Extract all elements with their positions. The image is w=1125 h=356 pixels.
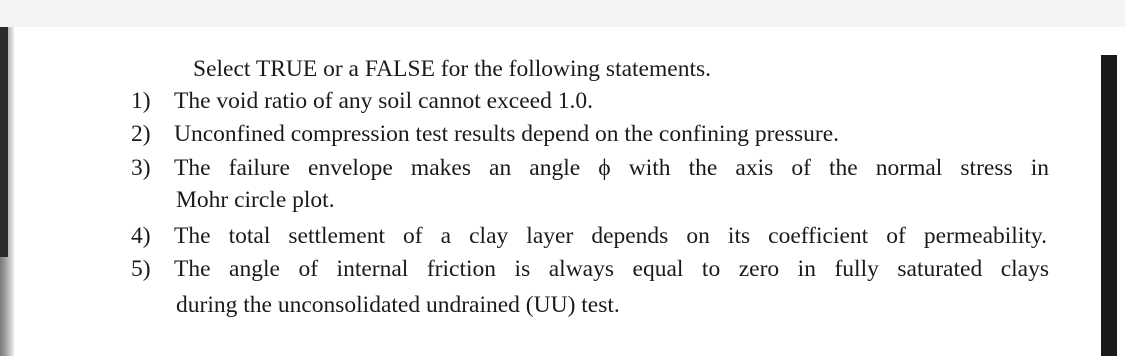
statement-number: 4)	[131, 223, 151, 249]
statement-4	[131, 225, 1047, 249]
statement-number: 5)	[131, 256, 151, 282]
question-heading: Select TRUE or a FALSE for the following statements.	[193, 56, 711, 82]
statement-text: Unconfined compression test results depend on the confining pressure.	[174, 121, 840, 147]
statement-2	[131, 123, 839, 147]
statement-number: 2)	[131, 121, 151, 147]
statement-1	[131, 90, 593, 114]
statement-5	[131, 258, 1049, 282]
statement-number: 1)	[131, 88, 151, 114]
statement-3-continuation: Mohr circle plot.	[176, 187, 335, 213]
statement-text: The total settlement of a clay layer depends on its coefficient of permeability.	[174, 223, 1047, 249]
statement-3	[131, 157, 1049, 181]
statement-number: 3)	[131, 155, 151, 181]
statement-text: The failure envelope makes an angle ϕ with the axis of the normal stress in	[174, 155, 1049, 181]
statement-text: The void ratio of any soil cannot exceed 1.0.	[174, 88, 593, 114]
statement-text: The angle of internal friction is always equal to zero in fully saturated clays	[174, 256, 1049, 282]
statement-5-continuation: during the unconsolidated undrained (UU) test.	[176, 292, 620, 318]
